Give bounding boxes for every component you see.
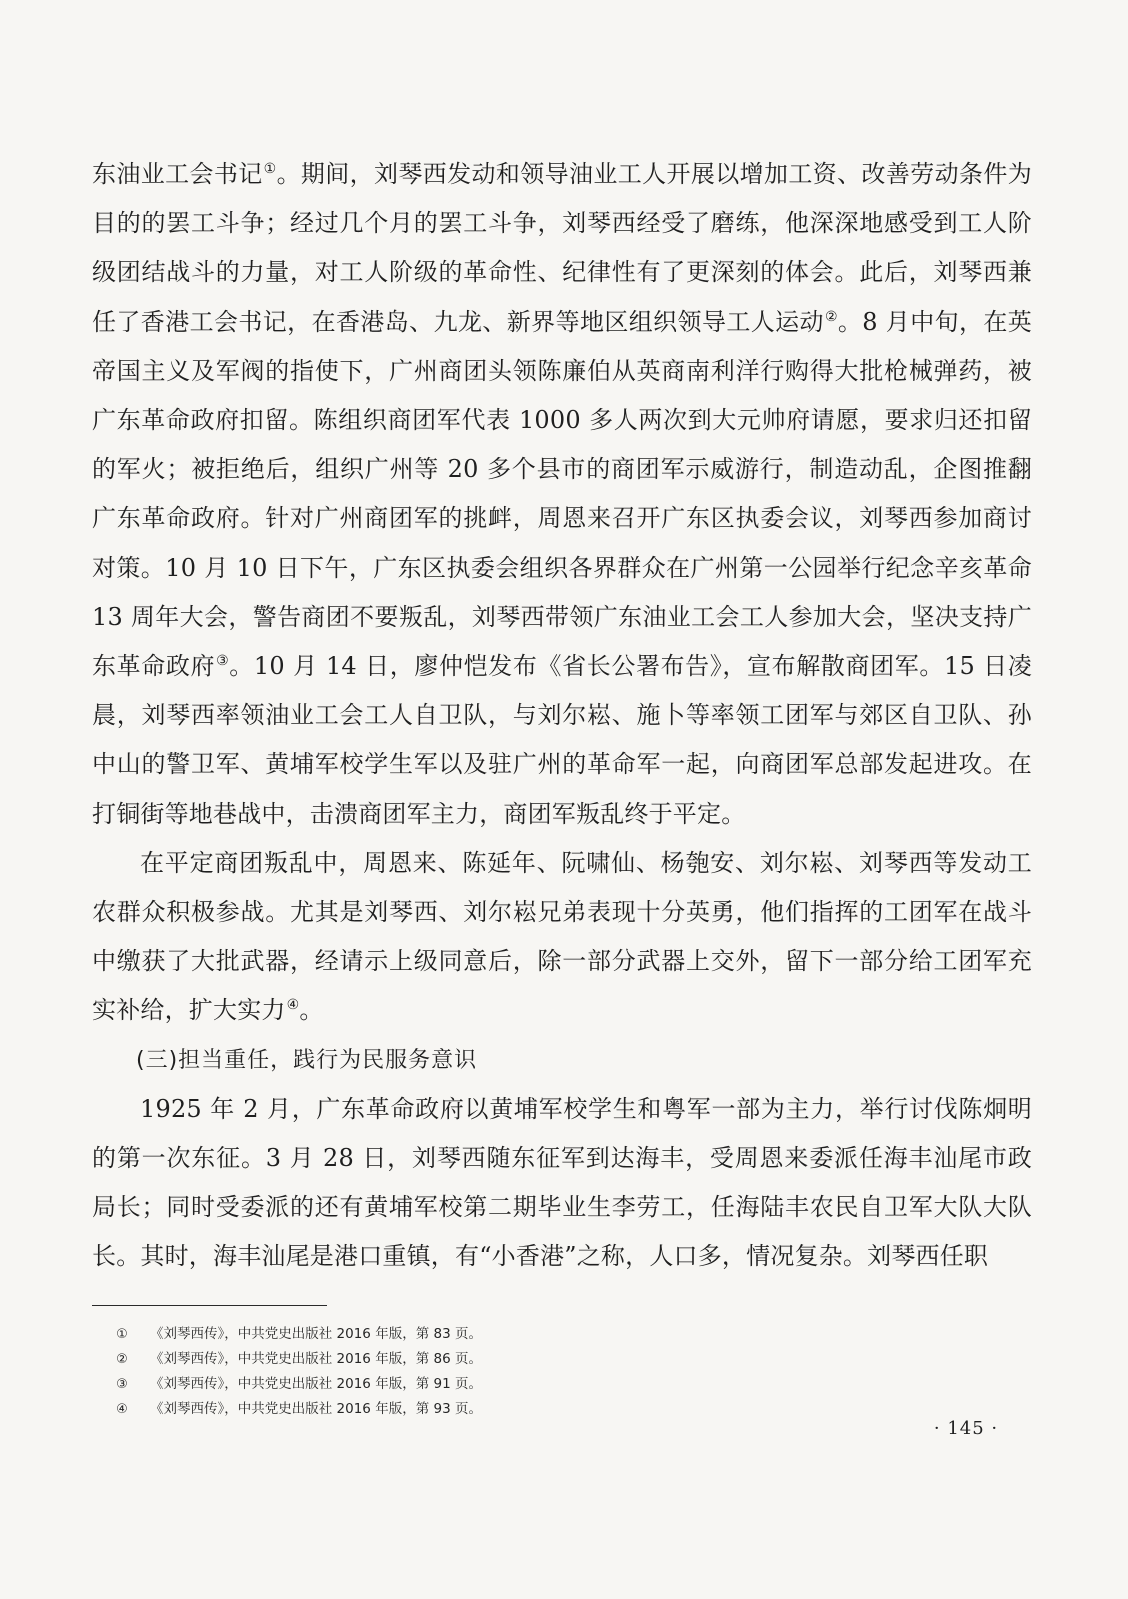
footnote-mark: ①: [116, 1327, 128, 1342]
paragraph-1-text-d: 。10 月 14 日，廖仲恺发布《省长公署布告》，宣布解散商团军。15 日凌晨，刘琴西率领油业工会工人自卫队，与刘尔崧、施卜等率领工团军与郊区自卫队、孙中山的警卫军、黄埔军校学生军以及驻广州的革命军一起，向商团军总部发起进攻。在打铜街等地巷战中，击溃商团军主力，商团军叛乱终于平定。: [92, 652, 1032, 828]
footnote-divider: [92, 1305, 327, 1306]
footnote-text: 《刘琴西传》，中共党史出版社 2016 年版，第 83 页。: [150, 1326, 482, 1342]
footnote-mark: ③: [116, 1377, 128, 1392]
paragraph-3: 1925 年 2 月，广东革命政府以黄埔军校学生和粤军一部为主力，举行讨伐陈炯明的第一次东征。3 月 28 日，刘琴西随东征军到达海丰，受周恩来委派任海丰汕尾市政局长；同时受委派的还有黄埔军校第二期毕业生李劳工，任海陆丰农民自卫军大队大队长。其时，海丰汕尾是港口重镇，有“小香港”之称，人口多，情况复杂。刘琴西任职: [92, 1094, 1032, 1271]
footnote-mark: ②: [116, 1352, 128, 1367]
footnote-item: [116, 1372, 970, 1397]
paragraph-2: [92, 839, 1032, 1036]
paragraph-1: [92, 150, 1032, 839]
footnote-ref-2: ②: [824, 308, 838, 325]
paragraph-1-text-b: 。期间，刘琴西发动和领导油业工人开展以增加工资、改善劳动条件为目的的罢工斗争；经过几个月的罢工斗争，刘琴西经受了磨练，他深深地感受到工人阶级团结战斗的力量，对工人阶级的革命性、纪律性有了更深刻的体会。此后，刘琴西兼任了香港工会书记，在香港岛、九龙、新界等地区组织领导工人运动: [92, 160, 1032, 336]
footnote-text: 《刘琴西传》，中共党史出版社 2016 年版，第 86 页。: [150, 1351, 482, 1367]
footnote-ref-1: ①: [263, 161, 277, 177]
footnote-item: [116, 1397, 970, 1422]
paragraph-1-text-a: 东油业工会书记: [92, 160, 263, 188]
footnotes-list: [116, 1322, 970, 1422]
footnote-item: [116, 1322, 970, 1347]
section-heading: (三)担当重任，践行为民服务意识: [136, 1047, 478, 1073]
footnote-text: 《刘琴西传》，中共党史出版社 2016 年版，第 93 页。: [150, 1401, 482, 1417]
footnote-item: [116, 1347, 970, 1372]
page-number: · 145 ·: [933, 1418, 999, 1439]
footnote-ref-4: ④: [286, 997, 300, 1014]
footnote-ref-3: ③: [216, 653, 230, 670]
footnote-mark: ④: [116, 1402, 128, 1417]
paragraph-2-text-a: 在平定商团叛乱中，周恩来、陈延年、阮啸仙、杨匏安、刘尔崧、刘琴西等发动工农群众积极参战。尤其是刘琴西、刘尔崧兄弟表现十分英勇，他们指挥的工团军在战斗中缴获了大批武器，经请示上级同意后，除一部分武器上交外，留下一部分给工团军充实补给，扩大实力: [92, 848, 1032, 1025]
paragraph-2-text-b: 。: [299, 996, 324, 1025]
main-text: [92, 150, 1032, 1282]
paragraph-1-text-c: 。8 月中旬，在英帝国主义及军阀的指使下，广州商团头领陈廉伯从英商南利洋行购得大批枪械弹药，被广东革命政府扣留。陈组织商团军代表 1000 多人两次到大元帅府请愿，要求归还扣留的军火；被拒绝后，组织广州等 20 多个县市的商团军示威游行，制造动乱，企图推翻广东革命政府。针对广州商团军的挑衅，周恩来召开广东区执委会议，刘琴西参加商讨对策。10 月 10 日下午，广东区执委会组织各界群众在广州第一公园举行纪念辛亥革命 13 周年大会，警告商团不要叛乱，刘琴西带领广东油业工会工人参加大会，坚决支持广东革命政府: [92, 307, 1032, 681]
footnote-text: 《刘琴西传》，中共党史出版社 2016 年版，第 91 页。: [150, 1376, 482, 1392]
